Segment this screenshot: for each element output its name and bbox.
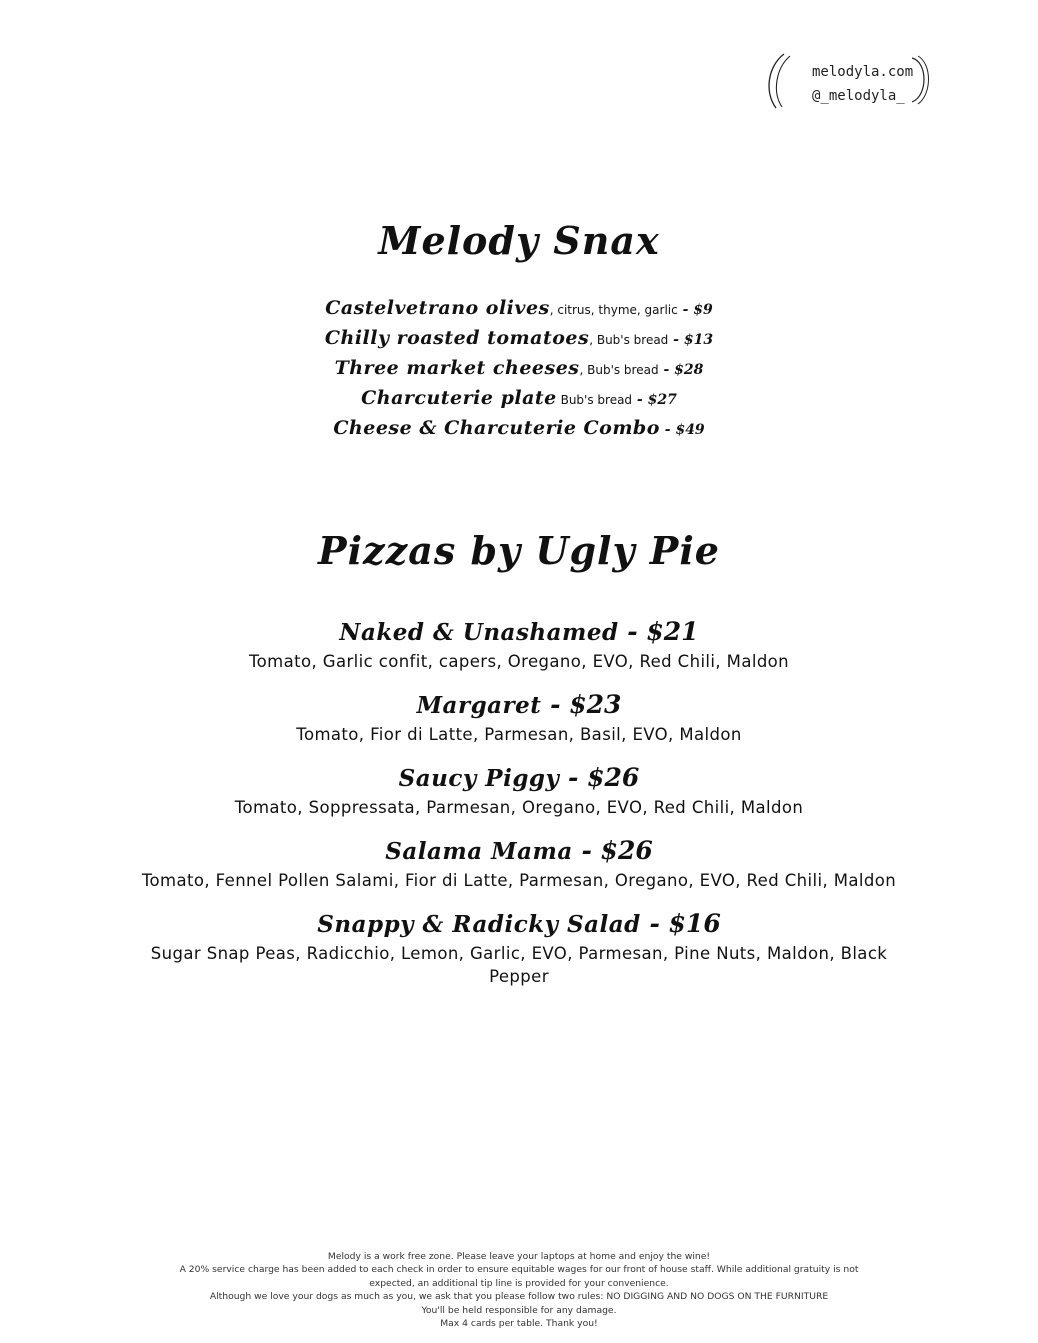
pizza-ingredients: Tomato, Garlic confit, capers, Oregano, EVO, Red Chili, Maldon <box>248 652 790 671</box>
snax-item-desc: Bub's bread <box>556 393 633 407</box>
snax-item <box>0 353 1038 383</box>
pizza-name: Salama Mama <box>385 838 573 865</box>
pizza-ingredients: Tomato, Fennel Pollen Salami, Fior di Latte, Parmesan, Oregano, EVO, Red Chili, Maldon <box>141 871 897 890</box>
snax-item-price: - $28 <box>658 362 704 378</box>
pizza-price: - $23 <box>541 690 622 719</box>
footer-line: A 20% service charge has been added to each check in order to ensure equitable wages for our front of house staff. While additional gratuity is not expected, an additional tip line is provided for your convenience. <box>179 1264 859 1289</box>
snax-item-name: Chilly roasted tomatoes <box>324 327 590 349</box>
pizza-price: - $21 <box>618 617 699 646</box>
footer-line: Melody is a work free zone. Please leave your laptops at home and enjoy the wine! <box>327 1251 711 1262</box>
pizza-section-title: Pizzas by Ugly Pie <box>318 528 720 573</box>
snax-item <box>0 383 1038 413</box>
pizza-item <box>0 687 1038 746</box>
snax-section-title: Melody Snax <box>378 218 660 263</box>
footer-line: Max 4 cards per table. Thank you! <box>440 1318 598 1330</box>
snax-item-name: Three market cheeses <box>334 357 580 379</box>
snax-item-price: - $9 <box>677 302 713 318</box>
snax-item-price: - $49 <box>659 422 705 438</box>
snax-list <box>0 293 1038 443</box>
snax-item-price: - $13 <box>668 332 714 348</box>
pizza-item <box>0 906 1038 988</box>
snax-item-desc: , Bub's bread <box>579 363 659 377</box>
snax-item <box>0 293 1038 323</box>
social-handle-box <box>762 52 930 110</box>
pizza-name: Margaret <box>416 692 542 719</box>
footer-line: You'll be held responsible for any damage. <box>421 1304 617 1316</box>
pizza-item <box>0 760 1038 819</box>
pizza-ingredients: Tomato, Fior di Latte, Parmesan, Basil, EVO, Maldon <box>296 725 742 744</box>
pizza-item <box>0 614 1038 673</box>
snax-item-desc: , Bub's bread <box>589 333 669 347</box>
pizza-name: Saucy Piggy <box>398 765 560 792</box>
pizza-price: - $26 <box>559 763 640 792</box>
snax-item-name: Charcuterie plate <box>361 387 557 409</box>
pizza-name: Snappy & Radicky Salad <box>317 911 641 938</box>
footer-line: Although we love your dogs as much as you, we ask that you please follow two rules: NO DIGGING AND NO DOGS ON THE FURNITURE <box>209 1291 829 1303</box>
pizza-ingredients: Tomato, Soppressata, Parmesan, Oregano, EVO, Red Chili, Maldon <box>234 798 804 817</box>
pizza-price: - $16 <box>640 909 721 938</box>
pizza-list <box>0 614 1038 1002</box>
pizza-name: Naked & Unashamed <box>339 619 619 646</box>
snax-item-desc: , citrus, thyme, garlic <box>549 303 678 317</box>
instagram-handle-text: @_melodyla_ <box>812 88 905 104</box>
snax-item <box>0 323 1038 353</box>
snax-item-price: - $27 <box>632 392 677 408</box>
pizza-price: - $26 <box>572 836 653 865</box>
snax-item-name: Castelvetrano olives <box>325 297 550 319</box>
footer-notes <box>160 1250 878 1330</box>
snax-item-name: Cheese & Charcuterie Combo <box>333 417 660 439</box>
snax-item <box>0 413 1038 443</box>
pizza-ingredients: Sugar Snap Peas, Radicchio, Lemon, Garlic, EVO, Parmesan, Pine Nuts, Maldon, Black Pepper <box>150 944 888 986</box>
website-text: melodyla.com <box>812 64 914 80</box>
pizza-item <box>0 833 1038 892</box>
